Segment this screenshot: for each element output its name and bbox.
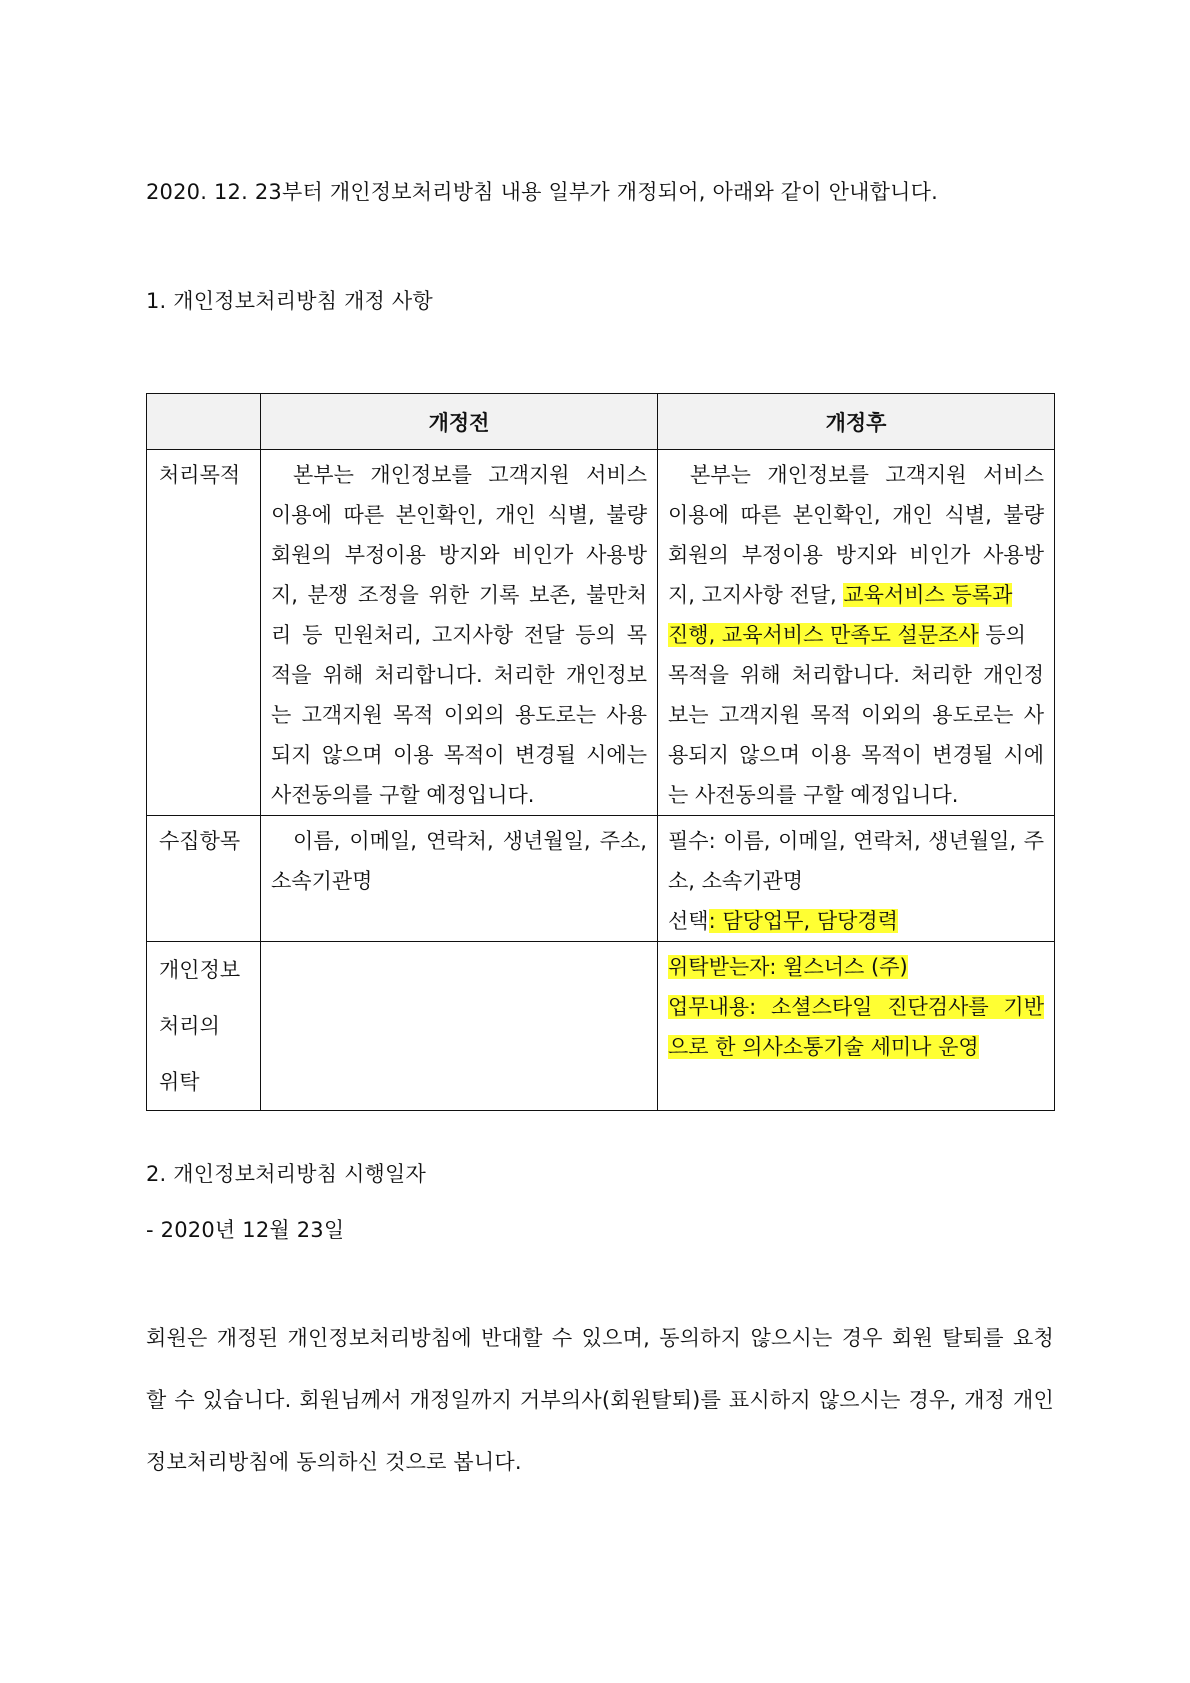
text-line: 정보처리방침에 동의하신 것으로 봅니다. <box>146 1450 522 1474</box>
highlighted-text: 위탁받는자: 윌스너스 (주) <box>668 955 908 979</box>
row-label-purpose: 처리목적 <box>159 463 241 487</box>
section1-title: 1. 개인정보처리방침 개정 사항 <box>146 289 433 313</box>
highlighted-text: 업무내용: 소셜스타일 진단검사를 기반 <box>668 995 1044 1019</box>
table-row <box>147 450 1055 816</box>
before-cell-empty <box>261 942 658 1111</box>
highlighted-text: 진행, 교육서비스 만족도 설문조사 <box>668 623 979 647</box>
header-before: 개정전 <box>261 394 658 450</box>
label-line: 개인정보 <box>159 958 241 982</box>
section2-title: 2. 개인정보처리방침 시행일자 <box>146 1162 427 1186</box>
label-line: 위탁 <box>159 1070 200 1094</box>
text-line: 소속기관명 <box>271 869 373 893</box>
text-line: 필수: 이름, 이메일, 연락처, 생년월일, 주 <box>668 829 1044 853</box>
after-text <box>658 450 1054 815</box>
revision-table <box>146 393 1055 1111</box>
table-row <box>147 942 1055 1111</box>
header-empty-cell <box>147 394 261 450</box>
highlighted-text: 으로 한 의사소통기술 세미나 운영 <box>668 1035 979 1059</box>
closing-paragraph <box>146 1307 1054 1493</box>
text-line: 회원은 개정된 개인정보처리방침에 반대할 수 있으며, 동의하지 않으시는 경우 회원 탈퇴를 요청 <box>146 1326 1054 1350</box>
highlighted-text: 교육서비스 등록과 <box>843 583 1013 607</box>
text-line <box>668 1027 1044 1067</box>
after-cell <box>658 450 1055 816</box>
highlighted-text: : 담당업무, 담당경력 <box>708 909 898 933</box>
before-cell <box>261 450 658 816</box>
before-cell <box>261 816 658 942</box>
plain-text: 등의 <box>978 623 1026 647</box>
intro-text: 2020. 12. 23부터 개인정보처리방침 내용 일부가 개정되어, 아래와 같이 안내합니다. <box>146 180 938 204</box>
text-line: 본부는 개인정보를 고객지원 서비스 <box>293 463 647 487</box>
text-line: 지, 분쟁 조정을 위한 기록 보존, 불만처 <box>271 583 647 607</box>
text-line: 되지 않으며 이용 목적이 변경될 시에는 <box>271 743 647 767</box>
text-line: 적을 위해 처리합니다. 처리한 개인정보 <box>271 663 647 687</box>
text-line: 목적을 위해 처리합니다. 처리한 개인정 <box>668 663 1044 687</box>
row-label-cell <box>147 816 261 942</box>
before-text <box>261 450 657 815</box>
text-line: 이름, 이메일, 연락처, 생년월일, 주소, <box>293 829 647 853</box>
header-after: 개정후 <box>658 394 1055 450</box>
text-line: 할 수 있습니다. 회원님께서 개정일까지 거부의사(회원탈퇴)를 표시하지 않으시는 경우, 개정 개인 <box>146 1388 1054 1412</box>
text-line <box>668 947 1044 987</box>
plain-text: 지, 고지사항 전달, <box>668 583 844 607</box>
text-line <box>668 575 1044 615</box>
table-header-row <box>147 394 1055 450</box>
text-line: 는 고객지원 목적 이외의 용도로는 사용 <box>271 703 647 727</box>
text-line: 용되지 않으며 이용 목적이 변경될 시에 <box>668 743 1044 767</box>
effective-date: - 2020년 12월 23일 <box>146 1218 345 1242</box>
text-line: 이용에 따른 본인확인, 개인 식별, 불량 <box>668 503 1044 527</box>
before-text <box>261 816 657 936</box>
text-line: 이용에 따른 본인확인, 개인 식별, 불량 <box>271 503 647 527</box>
text-line: 는 사전동의를 구할 예정입니다. <box>668 783 959 807</box>
text-line: 본부는 개인정보를 고객지원 서비스 <box>690 463 1044 487</box>
text-line: 사전동의를 구할 예정입니다. <box>271 783 535 807</box>
table-row <box>147 816 1055 942</box>
row-label-cell <box>147 942 261 1111</box>
after-text <box>658 816 1054 941</box>
text-line: 소, 소속기관명 <box>668 869 804 893</box>
text-line <box>668 615 1044 655</box>
row-label-outsourcing <box>147 942 260 1110</box>
after-cell <box>658 816 1055 942</box>
after-cell <box>658 942 1055 1111</box>
text-line <box>668 901 1044 941</box>
plain-text: 선택 <box>668 909 709 933</box>
after-text <box>658 942 1054 1067</box>
text-line <box>668 987 1044 1027</box>
text-line: 리 등 민원처리, 고지사항 전달 등의 목 <box>271 623 647 647</box>
text-line: 보는 고객지원 목적 이외의 용도로는 사 <box>668 703 1044 727</box>
text-line: 회원의 부정이용 방지와 비인가 사용방 <box>668 543 1044 567</box>
row-label-items: 수집항목 <box>159 829 241 853</box>
label-line: 처리의 <box>159 1014 220 1038</box>
row-label-cell <box>147 450 261 816</box>
text-line: 회원의 부정이용 방지와 비인가 사용방 <box>271 543 647 567</box>
